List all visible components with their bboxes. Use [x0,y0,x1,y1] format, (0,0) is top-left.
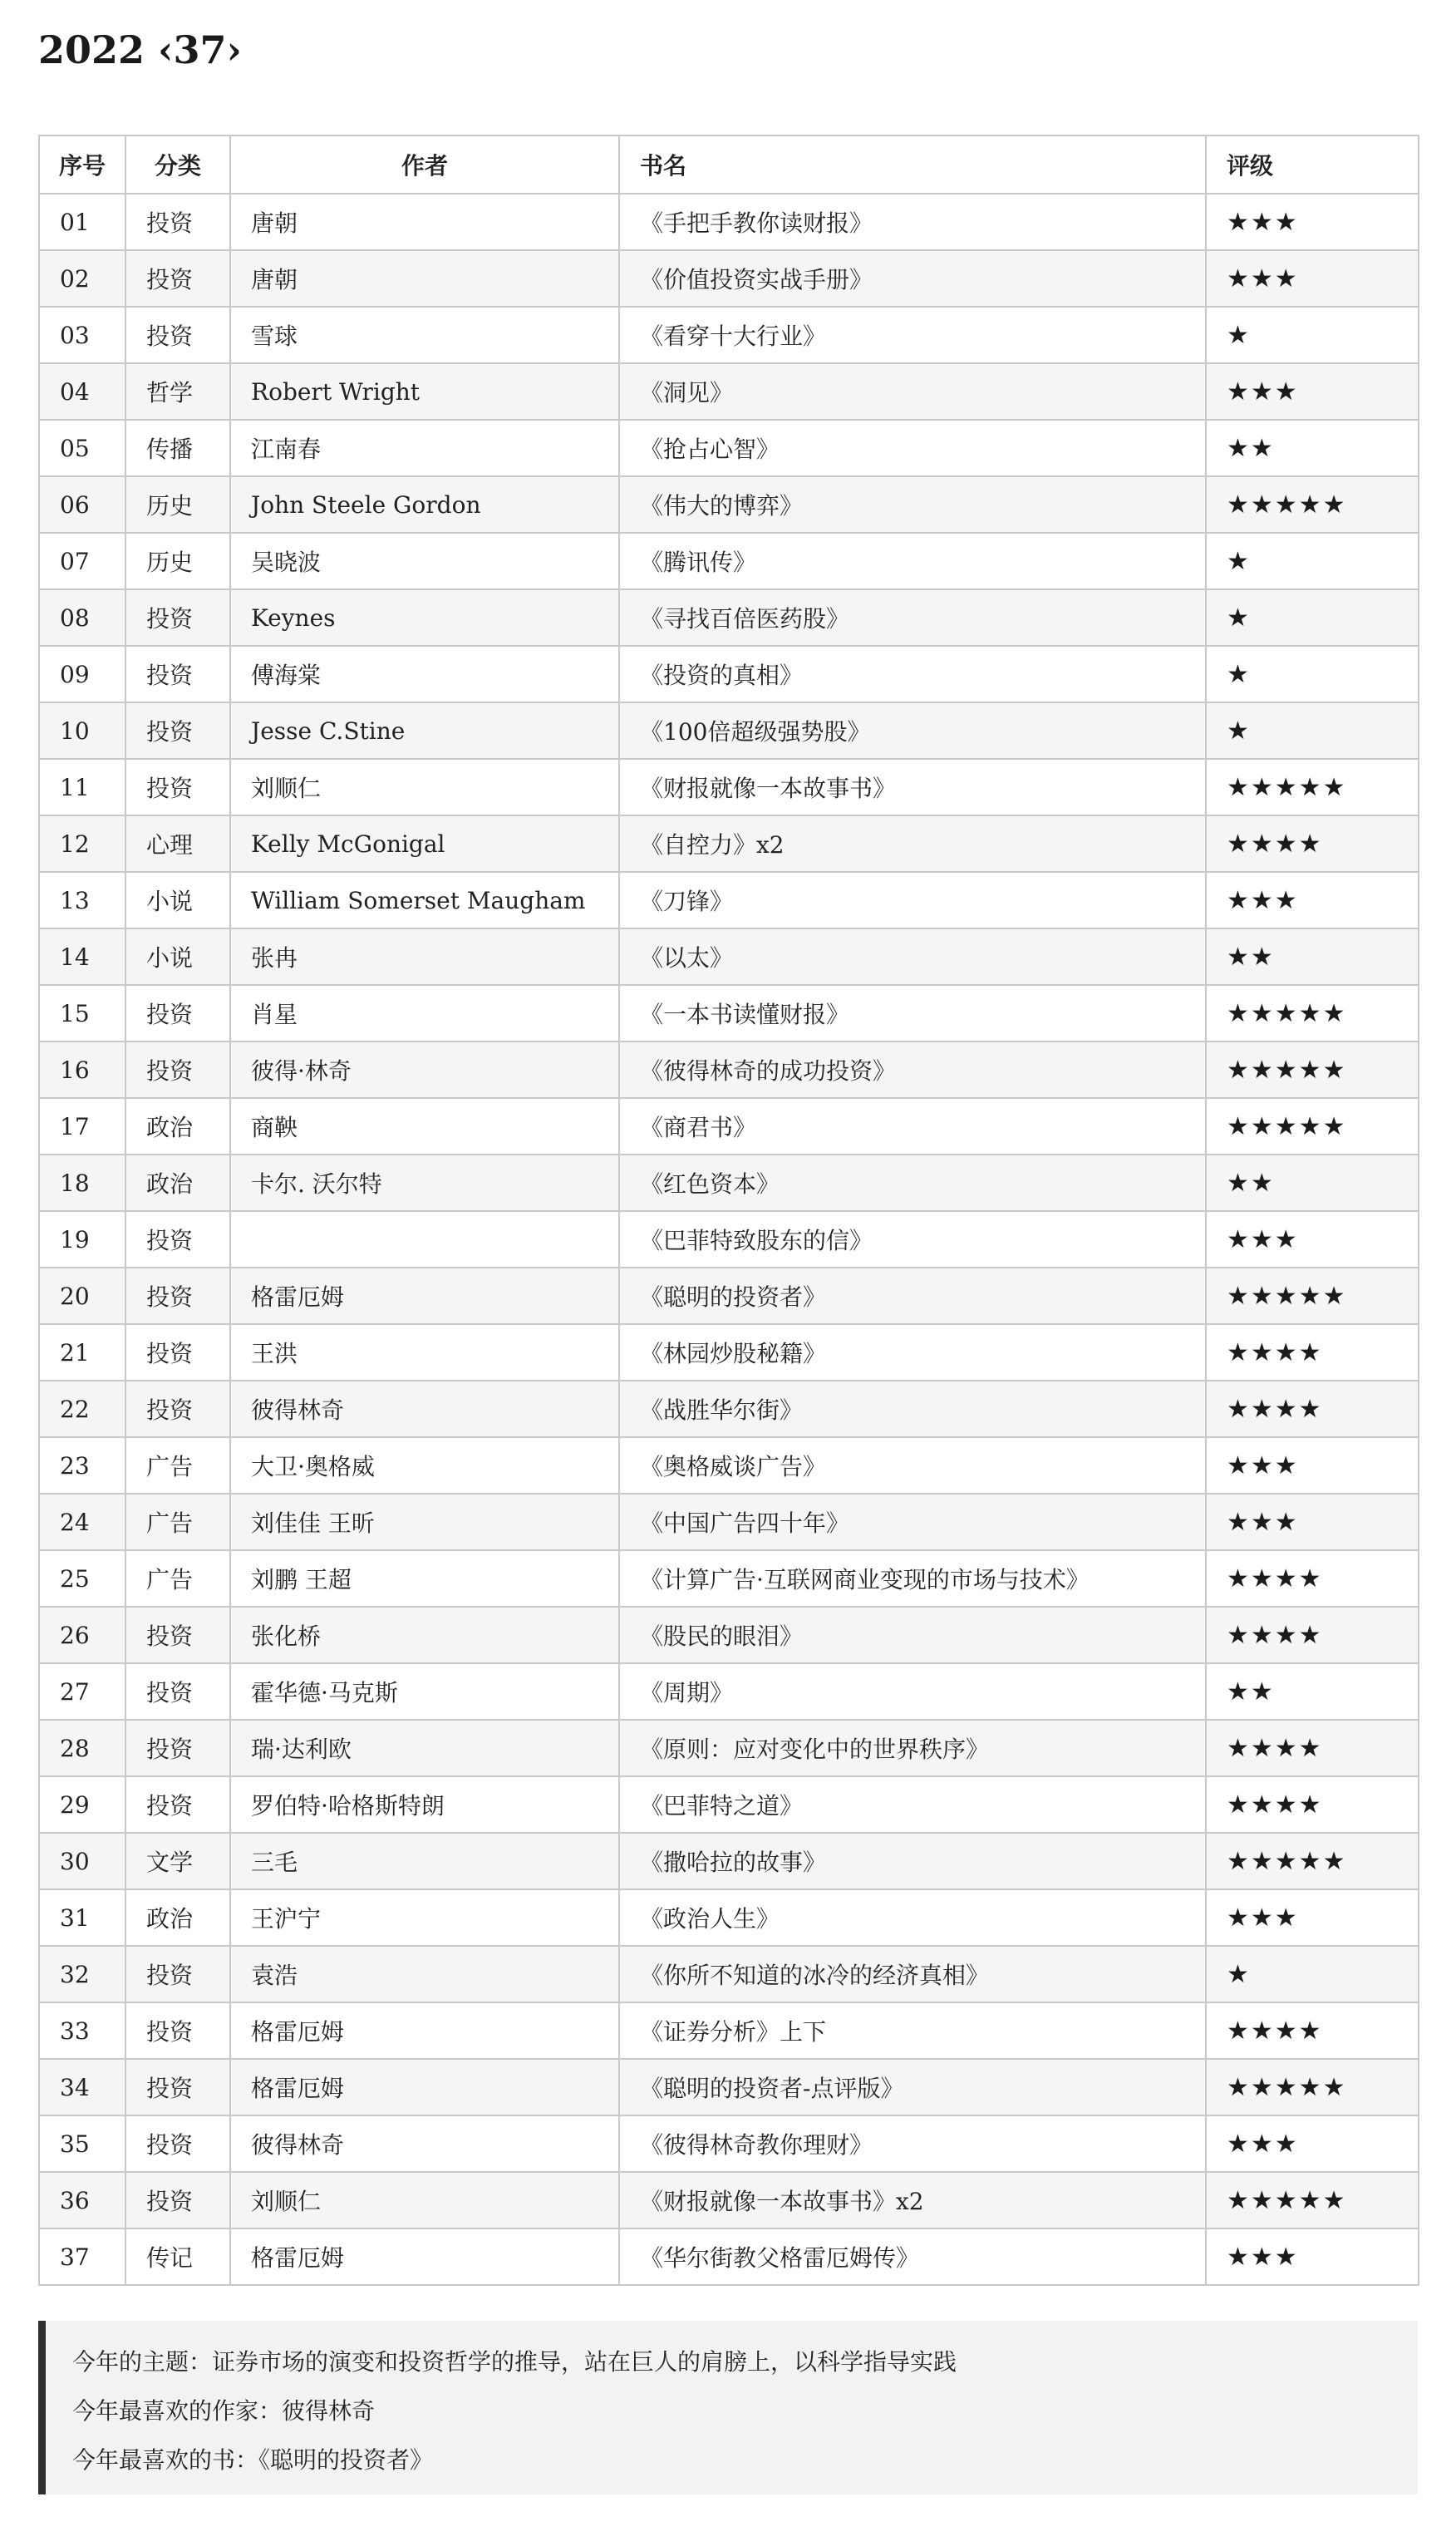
cell-rating: ★★★ [1206,1494,1419,1550]
header-title: 书名 [619,135,1206,194]
cell-rating: ★★★★★ [1206,759,1419,815]
cell-rating: ★★★★ [1206,1607,1419,1663]
cell-title: 《聪明的投资者》 [619,1268,1206,1324]
cell-category: 投资 [125,759,230,815]
table-row [39,476,1419,533]
cell-category: 投资 [125,2115,230,2172]
cell-no: 05 [39,420,125,476]
table-row [39,1494,1419,1550]
cell-title: 《战胜华尔街》 [619,1381,1206,1437]
cell-rating: ★★★ [1206,194,1419,250]
cell-rating: ★★★★★ [1206,1268,1419,1324]
cell-rating: ★ [1206,646,1419,702]
cell-no: 35 [39,2115,125,2172]
cell-title: 《抢占心智》 [619,420,1206,476]
cell-title: 《中国广告四十年》 [619,1494,1206,1550]
table-row [39,1833,1419,1889]
cell-category: 投资 [125,1211,230,1268]
cell-category: 投资 [125,250,230,307]
cell-title: 《周期》 [619,1663,1206,1720]
cell-author [230,1211,619,1268]
cell-no: 37 [39,2228,125,2285]
cell-no: 21 [39,1324,125,1381]
cell-no: 09 [39,646,125,702]
cell-category: 哲学 [125,363,230,420]
table-row [39,928,1419,985]
cell-author: 卡尔. 沃尔特 [230,1155,619,1211]
table-row [39,1381,1419,1437]
cell-title: 《价值投资实战手册》 [619,250,1206,307]
cell-author: 雪球 [230,307,619,363]
cell-no: 19 [39,1211,125,1268]
cell-rating: ★ [1206,307,1419,363]
cell-no: 28 [39,1720,125,1776]
cell-category: 投资 [125,1324,230,1381]
table-row [39,589,1419,646]
cell-category: 心理 [125,815,230,872]
cell-rating: ★★★ [1206,1211,1419,1268]
cell-no: 06 [39,476,125,533]
cell-rating: ★★★★ [1206,1381,1419,1437]
cell-rating: ★★ [1206,420,1419,476]
table-row [39,2228,1419,2285]
cell-author: 彼得林奇 [230,2115,619,2172]
cell-title: 《刀锋》 [619,872,1206,928]
cell-category: 投资 [125,194,230,250]
summary-favorite-author: 今年最喜欢的作家：彼得林奇 [72,2397,376,2425]
cell-rating: ★ [1206,589,1419,646]
cell-title: 《聪明的投资者-点评版》 [619,2059,1206,2115]
cell-category: 小说 [125,928,230,985]
table-row [39,1663,1419,1720]
table-row [39,815,1419,872]
cell-title: 《100倍超级强势股》 [619,702,1206,759]
table-row [39,1042,1419,1098]
cell-title: 《华尔街教父格雷厄姆传》 [619,2228,1206,2285]
table-row [39,194,1419,250]
table-row [39,1889,1419,1946]
cell-title: 《伟大的博弈》 [619,476,1206,533]
cell-title: 《投资的真相》 [619,646,1206,702]
cell-category: 投资 [125,1776,230,1833]
cell-title: 《你所不知道的冰冷的经济真相》 [619,1946,1206,2002]
table-row [39,1324,1419,1381]
cell-category: 传记 [125,2228,230,2285]
table-row [39,250,1419,307]
cell-no: 29 [39,1776,125,1833]
books-table [38,135,1419,2286]
page-title: 2022 ‹37› [38,27,242,72]
table-row [39,702,1419,759]
cell-author: 三毛 [230,1833,619,1889]
cell-rating: ★★★ [1206,1437,1419,1494]
cell-title: 《彼得林奇教你理财》 [619,2115,1206,2172]
cell-no: 12 [39,815,125,872]
cell-category: 投资 [125,1268,230,1324]
cell-category: 文学 [125,1833,230,1889]
cell-rating: ★★★★★ [1206,476,1419,533]
cell-no: 11 [39,759,125,815]
cell-author: 大卫·奥格威 [230,1437,619,1494]
cell-author: 肖星 [230,985,619,1042]
cell-no: 04 [39,363,125,420]
cell-rating: ★★★★★ [1206,1042,1419,1098]
cell-title: 《商君书》 [619,1098,1206,1155]
cell-category: 投资 [125,1607,230,1663]
cell-category: 投资 [125,2059,230,2115]
summary-box [38,2321,1418,2494]
cell-category: 广告 [125,1550,230,1607]
cell-rating: ★★★ [1206,2115,1419,2172]
table-row [39,1437,1419,1494]
cell-title: 《撒哈拉的故事》 [619,1833,1206,1889]
cell-category: 投资 [125,1381,230,1437]
cell-category: 投资 [125,1720,230,1776]
cell-no: 31 [39,1889,125,1946]
cell-author: Kelly McGonigal [230,815,619,872]
cell-no: 08 [39,589,125,646]
table-row [39,1211,1419,1268]
cell-category: 政治 [125,1098,230,1155]
cell-title: 《原则：应对变化中的世界秩序》 [619,1720,1206,1776]
cell-rating: ★ [1206,1946,1419,2002]
table-row [39,985,1419,1042]
cell-title: 《财报就像一本故事书》x2 [619,2172,1206,2228]
cell-rating: ★★★★ [1206,2002,1419,2059]
cell-title: 《巴菲特之道》 [619,1776,1206,1833]
cell-no: 26 [39,1607,125,1663]
table-row [39,1720,1419,1776]
cell-rating: ★★ [1206,928,1419,985]
cell-author: 瑞·达利欧 [230,1720,619,1776]
cell-author: 罗伯特·哈格斯特朗 [230,1776,619,1833]
cell-category: 历史 [125,533,230,589]
cell-category: 投资 [125,1663,230,1720]
cell-author: 彼得·林奇 [230,1042,619,1098]
cell-rating: ★★★★★ [1206,1833,1419,1889]
cell-rating: ★★★★ [1206,1776,1419,1833]
cell-rating: ★★★ [1206,872,1419,928]
cell-author: 格雷厄姆 [230,1268,619,1324]
cell-author: 格雷厄姆 [230,2059,619,2115]
header-rating: 评级 [1206,135,1419,194]
cell-no: 20 [39,1268,125,1324]
cell-no: 16 [39,1042,125,1098]
cell-title: 《巴菲特致股东的信》 [619,1211,1206,1268]
cell-rating: ★ [1206,702,1419,759]
cell-rating: ★★★★ [1206,1324,1419,1381]
summary-theme: 今年的主题：证券市场的演变和投资哲学的推导，站在巨人的肩膀上，以科学指导实践 [72,2348,957,2376]
cell-author: William Somerset Maugham [230,872,619,928]
cell-title: 《彼得林奇的成功投资》 [619,1042,1206,1098]
summary-favorite-book: 今年最喜欢的书：《聪明的投资者》 [72,2446,434,2474]
cell-no: 13 [39,872,125,928]
cell-author: 商鞅 [230,1098,619,1155]
cell-no: 24 [39,1494,125,1550]
cell-rating: ★★★★★ [1206,1098,1419,1155]
cell-no: 23 [39,1437,125,1494]
cell-no: 32 [39,1946,125,2002]
cell-rating: ★★★★★ [1206,2172,1419,2228]
header-category: 分类 [125,135,230,194]
cell-category: 投资 [125,985,230,1042]
cell-no: 22 [39,1381,125,1437]
cell-author: Robert Wright [230,363,619,420]
cell-rating: ★★ [1206,1155,1419,1211]
cell-author: John Steele Gordon [230,476,619,533]
cell-rating: ★★★★ [1206,1720,1419,1776]
cell-no: 03 [39,307,125,363]
cell-title: 《股民的眼泪》 [619,1607,1206,1663]
cell-no: 02 [39,250,125,307]
cell-title: 《自控力》x2 [619,815,1206,872]
table-row [39,307,1419,363]
cell-no: 17 [39,1098,125,1155]
cell-no: 36 [39,2172,125,2228]
table-row [39,420,1419,476]
header-author: 作者 [230,135,619,194]
table-header-row [39,135,1419,194]
cell-rating: ★★★ [1206,2228,1419,2285]
cell-title: 《红色资本》 [619,1155,1206,1211]
cell-author: 彼得林奇 [230,1381,619,1437]
table-body [39,194,1419,2285]
cell-category: 政治 [125,1155,230,1211]
table-row [39,872,1419,928]
cell-author: 张化桥 [230,1607,619,1663]
cell-title: 《手把手教你读财报》 [619,194,1206,250]
cell-rating: ★★★★★ [1206,2059,1419,2115]
cell-category: 投资 [125,589,230,646]
cell-author: Jesse C.Stine [230,702,619,759]
cell-no: 01 [39,194,125,250]
cell-rating: ★★★★ [1206,1550,1419,1607]
cell-category: 投资 [125,646,230,702]
cell-no: 34 [39,2059,125,2115]
cell-no: 30 [39,1833,125,1889]
cell-author: 吴晓波 [230,533,619,589]
cell-title: 《证券分析》上下 [619,2002,1206,2059]
table-row [39,1550,1419,1607]
cell-category: 小说 [125,872,230,928]
table-row [39,759,1419,815]
cell-category: 投资 [125,307,230,363]
table-row [39,2115,1419,2172]
table-row [39,533,1419,589]
table-row [39,1776,1419,1833]
cell-author: 傅海棠 [230,646,619,702]
cell-author: 刘鹏 王超 [230,1550,619,1607]
cell-no: 15 [39,985,125,1042]
header-no: 序号 [39,135,125,194]
cell-no: 14 [39,928,125,985]
table-row [39,646,1419,702]
cell-author: 江南春 [230,420,619,476]
cell-title: 《财报就像一本故事书》 [619,759,1206,815]
cell-title: 《计算广告·互联网商业变现的市场与技术》 [619,1550,1206,1607]
cell-author: 袁浩 [230,1946,619,2002]
cell-title: 《洞见》 [619,363,1206,420]
cell-author: 霍华德·马克斯 [230,1663,619,1720]
cell-title: 《政治人生》 [619,1889,1206,1946]
table-row [39,2172,1419,2228]
cell-title: 《一本书读懂财报》 [619,985,1206,1042]
cell-author: 王洪 [230,1324,619,1381]
cell-author: 刘佳佳 王昕 [230,1494,619,1550]
cell-title: 《腾讯传》 [619,533,1206,589]
table-row [39,1155,1419,1211]
cell-category: 投资 [125,2002,230,2059]
cell-rating: ★★ [1206,1663,1419,1720]
cell-no: 10 [39,702,125,759]
cell-title: 《寻找百倍医药股》 [619,589,1206,646]
cell-author: Keynes [230,589,619,646]
table-row [39,1268,1419,1324]
cell-rating: ★★★ [1206,363,1419,420]
cell-no: 25 [39,1550,125,1607]
table-row [39,2059,1419,2115]
cell-rating: ★★★ [1206,1889,1419,1946]
cell-author: 唐朝 [230,250,619,307]
table-row [39,1946,1419,2002]
cell-author: 格雷厄姆 [230,2002,619,2059]
cell-category: 政治 [125,1889,230,1946]
cell-author: 唐朝 [230,194,619,250]
cell-rating: ★★★ [1206,250,1419,307]
table-row [39,2002,1419,2059]
table-row [39,1607,1419,1663]
cell-category: 投资 [125,1042,230,1098]
cell-category: 投资 [125,2172,230,2228]
cell-category: 传播 [125,420,230,476]
table-row [39,1098,1419,1155]
cell-no: 27 [39,1663,125,1720]
cell-no: 33 [39,2002,125,2059]
cell-rating: ★★★★★ [1206,985,1419,1042]
cell-title: 《林园炒股秘籍》 [619,1324,1206,1381]
cell-author: 张冉 [230,928,619,985]
cell-category: 广告 [125,1437,230,1494]
cell-no: 18 [39,1155,125,1211]
cell-author: 王沪宁 [230,1889,619,1946]
cell-rating: ★ [1206,533,1419,589]
cell-author: 格雷厄姆 [230,2228,619,2285]
cell-category: 广告 [125,1494,230,1550]
cell-title: 《以太》 [619,928,1206,985]
cell-author: 刘顺仁 [230,759,619,815]
cell-rating: ★★★★ [1206,815,1419,872]
cell-no: 07 [39,533,125,589]
cell-category: 投资 [125,1946,230,2002]
cell-title: 《看穿十大行业》 [619,307,1206,363]
table-row [39,363,1419,420]
cell-category: 历史 [125,476,230,533]
cell-author: 刘顺仁 [230,2172,619,2228]
cell-category: 投资 [125,702,230,759]
cell-title: 《奥格威谈广告》 [619,1437,1206,1494]
